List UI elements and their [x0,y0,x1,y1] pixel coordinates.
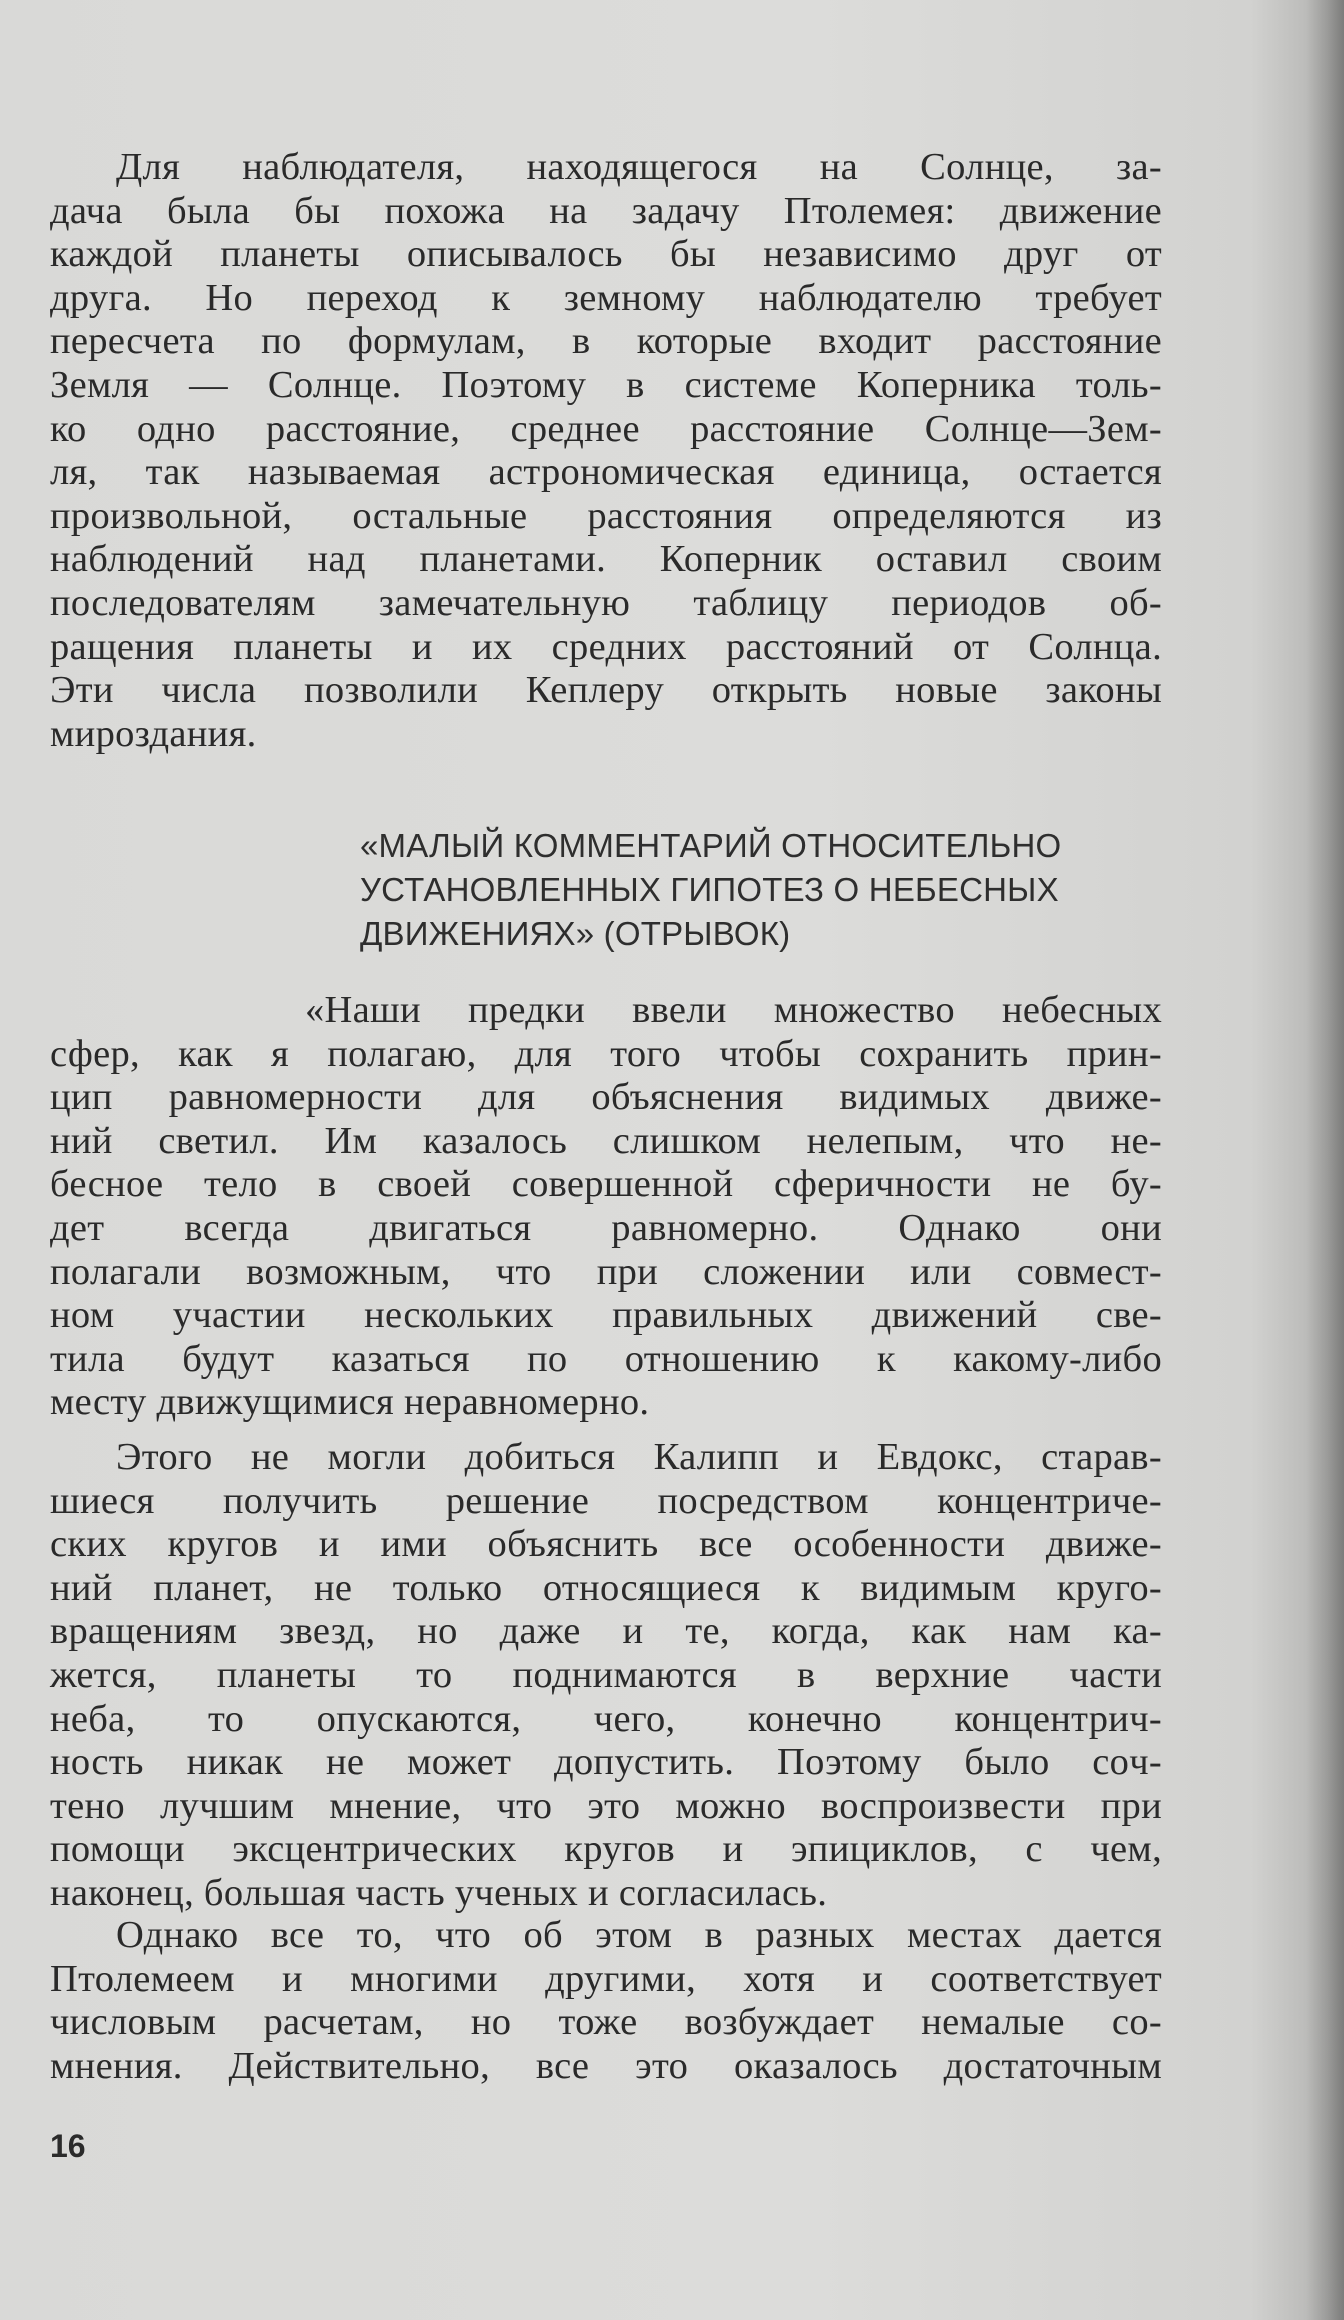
text-line: бесное тело в своей совершенной сферичности не бу- [50,1163,1162,1206]
paragraph-3 [50,1436,1162,1916]
paragraph-1 [50,146,1162,756]
heading-line: УСТАНОВЛЕННЫХ ГИПОТЕЗ О НЕБЕСНЫХ [360,871,1059,908]
text-line: ность никак не может допустить. Поэтому было сoч- [50,1741,1162,1784]
text-line: сфер, как я полагаю, для того чтобы сохранить прин- [50,1032,1162,1075]
text-line: помощи эксцентрических кругов и эпициклов, с чем, [50,1828,1162,1871]
text-line: дет всегда двигаться равномерно. Однако они [50,1206,1162,1249]
text-line: жется, планеты то поднимаются в верхние части [50,1653,1162,1696]
text-line: мнения. Действительно, все это оказалось достаточным [50,2044,1162,2087]
paragraph-3-text [50,1436,1162,1916]
text-line: ля, так называемая астрономическая единица, остается [50,451,1162,494]
paragraph-4 [50,1914,1162,2088]
text-line: дача была бы похожа на задачу Птолемея: движение [50,189,1162,232]
page-spine-shadow [1306,0,1344,2320]
text-line: неба, то опускаются, чего, конечно концентрич- [50,1697,1162,1740]
text-line: наконец, большая часть ученых и согласилась. [50,1871,828,1914]
text-line: наблюдений над планетами. Коперник оставил своим [50,538,1162,581]
text-line: Этого не могли добиться Калипп и Евдокс, старав- [116,1436,1162,1478]
text-line: ний светил. Им казалось слишком нелепым, что не- [50,1119,1162,1162]
text-line: друга. Но переход к земному наблюдателю требует [50,276,1162,319]
text-line: вращениям звезд, но даже и те, когда, как нам ка- [50,1610,1162,1653]
page-number: 16 [50,2128,86,2164]
text-line: числовым расчетам, но тоже возбуждает немалые со- [50,2001,1162,2044]
text-line: каждой планеты описывалось бы независимо друг от [50,233,1162,276]
text-line: ко одно расстояние, среднее расстояние Солнце—Зем- [50,407,1162,450]
text-line: Эти числа позволили Кеплеру открыть новые законы [50,669,1162,712]
paragraph-4-text [50,1914,1162,2088]
section-heading [360,824,1160,956]
paragraph-2 [50,989,1162,1425]
heading-line: ДВИЖЕНИЯХ» (ОТРЫВОК) [360,915,791,952]
text-line: тено лучшим мнение, что это можно воспроизвести при [50,1784,1162,1827]
text-line: «Наши предки ввели множество небесных [305,989,1162,1031]
paragraph-2-text [50,989,1162,1425]
heading-line: «МАЛЫЙ КОММЕНТАРИЙ ОТНОСИТЕЛЬНО [360,827,1062,864]
text-line: Однако все то, что об этом в разных местах дается [116,1914,1162,1956]
text-line: Земля — Солнце. Поэтому в системе Коперника толь- [50,363,1162,406]
text-line: ских кругов и ими объяснить все особенности движе- [50,1523,1162,1566]
text-line: цип равномерности для объяснения видимых движе- [50,1076,1162,1119]
paragraph-1-text [50,146,1162,756]
text-line: полагали возможным, что при сложении или совмест- [50,1250,1162,1293]
text-line: ращения планеты и их средних расстояний от Солнца. [50,625,1162,668]
text-line: произвольной, остальные расстояния определяются из [50,494,1162,537]
text-line: Для наблюдателя, находящегося на Солнце, за- [116,146,1162,188]
text-line: шиеся получить решение посредством концентриче- [50,1479,1162,1522]
text-line: месту движущимися неравномерно. [50,1381,650,1424]
text-line: мироздания. [50,712,257,755]
text-line: пересчета по формулам, в которые входит расстояние [50,320,1162,363]
text-line: ний планет, не только относящиеся к видимым круго- [50,1566,1162,1609]
text-line: Птолемеем и многими другими, хотя и соответствует [50,1957,1162,2000]
text-line: последователям замечательную таблицу периодов об- [50,581,1162,624]
text-line: тила будут казаться по отношению к какому-либо [50,1337,1162,1380]
text-line: ном участии нескольких правильных движений све- [50,1294,1162,1337]
